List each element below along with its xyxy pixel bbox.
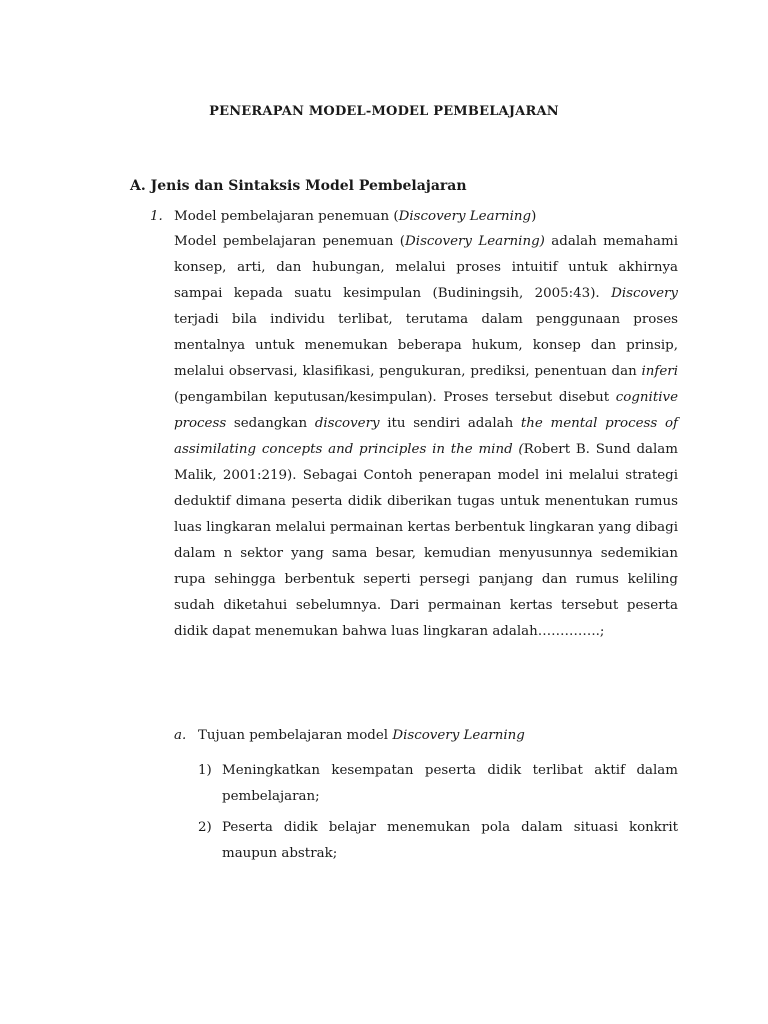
sub-item-text-italic: Discovery Learning xyxy=(392,728,525,743)
list-item-number: 2) xyxy=(198,820,212,835)
item-text-italic: Discovery Learning xyxy=(398,209,532,224)
paragraph-italic-run: the mental process of assimilating concepts and principles in the mind ( xyxy=(174,416,678,457)
paragraph-italic-run: inferi xyxy=(641,364,678,379)
paragraph-text-run: Model pembelajaran penemuan ( xyxy=(174,234,406,249)
list-item-text: Peserta didik belajar menemukan pola dalam situasi konkrit maupun abstrak; xyxy=(222,820,678,861)
list-item-number: 1) xyxy=(198,763,212,778)
list-item xyxy=(198,815,678,867)
paragraph-text-run: itu sendiri adalah xyxy=(379,416,521,431)
sub-item-letter: a. xyxy=(174,728,187,743)
body-paragraph xyxy=(174,229,678,645)
list-item-1-heading xyxy=(150,209,680,224)
list-item xyxy=(198,758,678,810)
paragraph-italic-run: Discovery Learning) xyxy=(405,234,545,249)
item-text-before: Model pembelajaran penemuan ( xyxy=(174,209,399,224)
paragraph-text-run: (pengambilan keputusan/kesimpulan). Proses tersebut disebut xyxy=(174,390,616,405)
section-heading: A. Jenis dan Sintaksis Model Pembelajaran xyxy=(130,178,467,194)
sub-item-text: Tujuan pembelajaran model xyxy=(198,728,393,743)
paragraph-text-run: terjadi bila individu terlibat, terutama dalam penggunaan proses mentalnya untuk menemukan beberapa hukum, konsep dan prinsip, melalui observasi, klasifikasi, pengukuran, prediksi, penentuan dan xyxy=(174,312,678,379)
item-number: 1. xyxy=(150,209,163,224)
sub-item-a xyxy=(174,728,678,743)
list-item-text: Meningkatkan kesempatan peserta didik terlibat aktif dalam pembelajaran; xyxy=(222,763,678,804)
paragraph-italic-run: cognitive process xyxy=(174,390,678,431)
paragraph-italic-run: Discovery xyxy=(611,286,678,301)
paragraph-text-run: adalah memahami konsep, arti, dan hubungan, melalui proses intuitif untuk akhirnya sampai kepada suatu kesimpulan (Budiningsih, 2005:43). xyxy=(174,234,678,301)
item-text-after: ) xyxy=(531,209,537,224)
paragraph-text-run: sedangkan xyxy=(226,416,315,431)
document-title: PENERAPAN MODEL-MODEL PEMBELAJARAN xyxy=(209,104,559,119)
paragraph-italic-run: discovery xyxy=(314,416,380,431)
paragraph-text-run: Robert B. Sund dalam Malik, 2001:219). Sebagai Contoh penerapan model ini melalui strategi deduktif dimana peserta didik diberikan tugas untuk menentukan rumus luas lingkaran melalui permainan kertas berbentuk lingkaran yang dibagi dalam n sektor yang sama besar, kemudian menyusunnya sedemikian rupa sehingga berbentuk seperti persegi panjang dan rumus keliling sudah diketahui sebelumnya. Dari permainan kertas tersebut peserta didik dapat menemukan bahwa luas lingkaran adalah…………..; xyxy=(174,442,678,639)
